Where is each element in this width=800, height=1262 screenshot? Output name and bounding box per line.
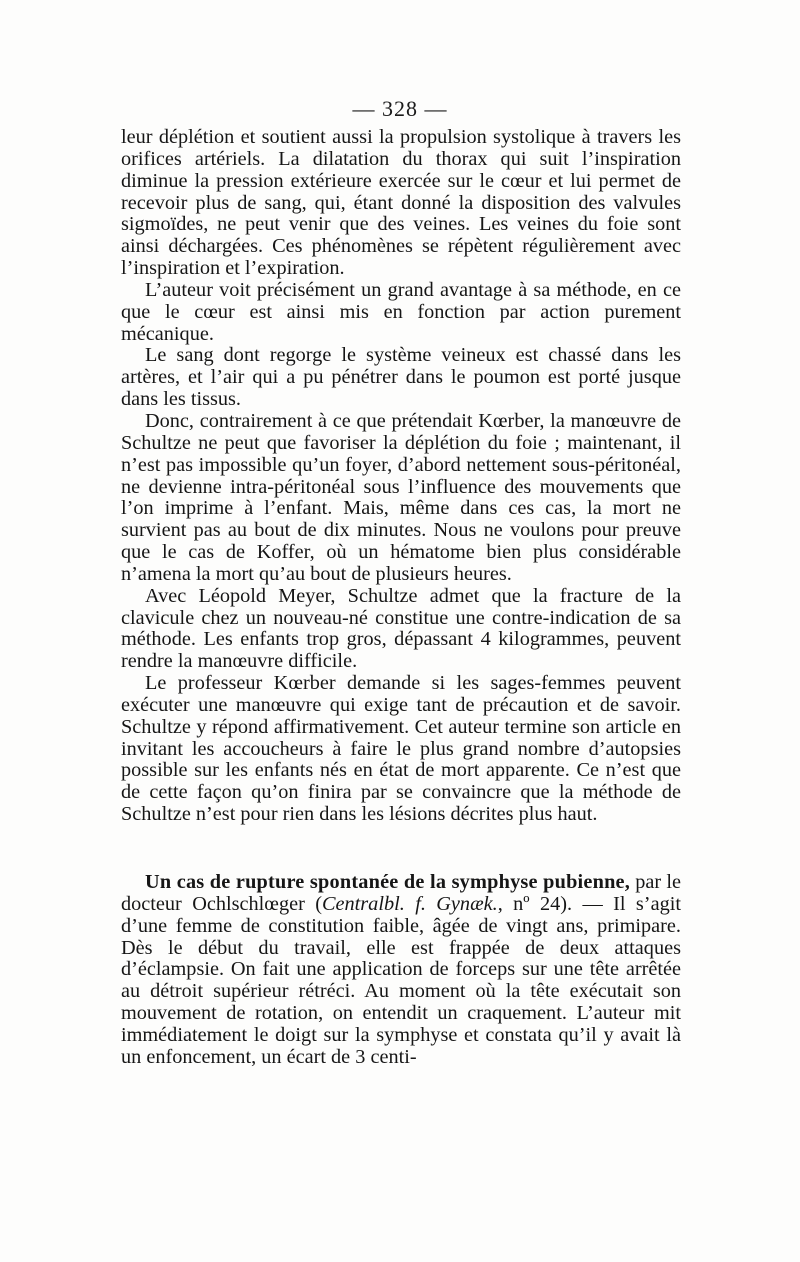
page-number: — 328 — (352, 96, 448, 121)
article-byline-end: , nº 24). — (497, 892, 603, 915)
paragraph: Donc, contrairement à ce que prétendait Kœrber, la manœuvre de Schultze ne peut que favoriser la déplétion du foie ; maintenant, il n’est pas impossible qu’un foyer, d’abord nettement sous-péritonéal, ne devienne intra-péritonéal sous l’influence des mouvements que l’on imprime à l’enfant. Mais, même dans ces cas, la mort ne survient pas au bout de dix minutes. Nous ne voulons pour preuve que le cas de Koffer, où un hématome bien plus considérable n’amena la mort qu’au bout de plusieurs heures. (121, 409, 681, 585)
paragraph: Le sang dont regorge le système veineux est chassé dans les artères, et l’air qui a pu pénétrer dans le poumon est porté jusque dans les tissus. (121, 344, 681, 411)
article (121, 872, 681, 1069)
article-text: Il s’agit d’une femme de constitution faible, âgée de vingt ans, primipare. Dès le début du travail, elle est frappée de deux attaques d’éclampsie. On fait une application de forceps sur une tête arrêtée au détroit supérieur rétréci. Au moment où la tête exécutait son mouvement de rotation, on entendit un craquement. L’auteur mit immédiatement le doigt sur la symphyse et constata qu’il y avait là un enfoncement, un écart de 3 centi- (121, 892, 681, 1068)
paragraph: Le professeur Kœrber demande si les sages-femmes peuvent exécuter une manœuvre qui exige tant de précaution et de savoir. Schultze y répond affirmativement. Cet auteur termine son article en invitant les accoucheurs à faire le plus grand nombre d’autopsies possible sur les enfants nés en état de mort apparente. Ce n’est que de cette façon qu’on finira par se convaincre que la méthode de Schultze n’est pour rien dans les lésions décrites plus haut. (121, 672, 681, 826)
body-text (121, 127, 681, 826)
article-paragraph (121, 872, 681, 1069)
article-title: Un cas de rupture spontanée de la symphyse pubienne, (145, 871, 631, 893)
paragraph: Avec Léopold Meyer, Schultze admet que la fracture de la clavicule chez un nouveau-né constitue une contre-indication de sa méthode. Les enfants trop gros, dépassant 4 kilogrammes, peuvent rendre la manœuvre difficile. (121, 584, 681, 673)
paragraph: leur déplétion et soutient aussi la propulsion systolique à travers les orifices artériels. La dilatation du thorax qui suit l’inspiration diminue la pression extérieure exercée sur le cœur et lui permet de recevoir plus de sang, qui, étant donné la disposition des valvules sigmoïdes, ne peut venir que des veines. Les veines du foie sont ainsi déchargées. Ces phénomènes se répètent régulièrement avec l’inspiration et l’expiration. (121, 126, 681, 280)
article-byline-start: par le docteur Ochlschlœger ( (121, 871, 681, 915)
paragraph: L’auteur voit précisément un grand avantage à sa méthode, en ce que le cœur est ainsi mis en fonction par action purement mécanique. (121, 278, 681, 345)
article-journal: Centralbl. f. Gynæk. (321, 892, 498, 915)
